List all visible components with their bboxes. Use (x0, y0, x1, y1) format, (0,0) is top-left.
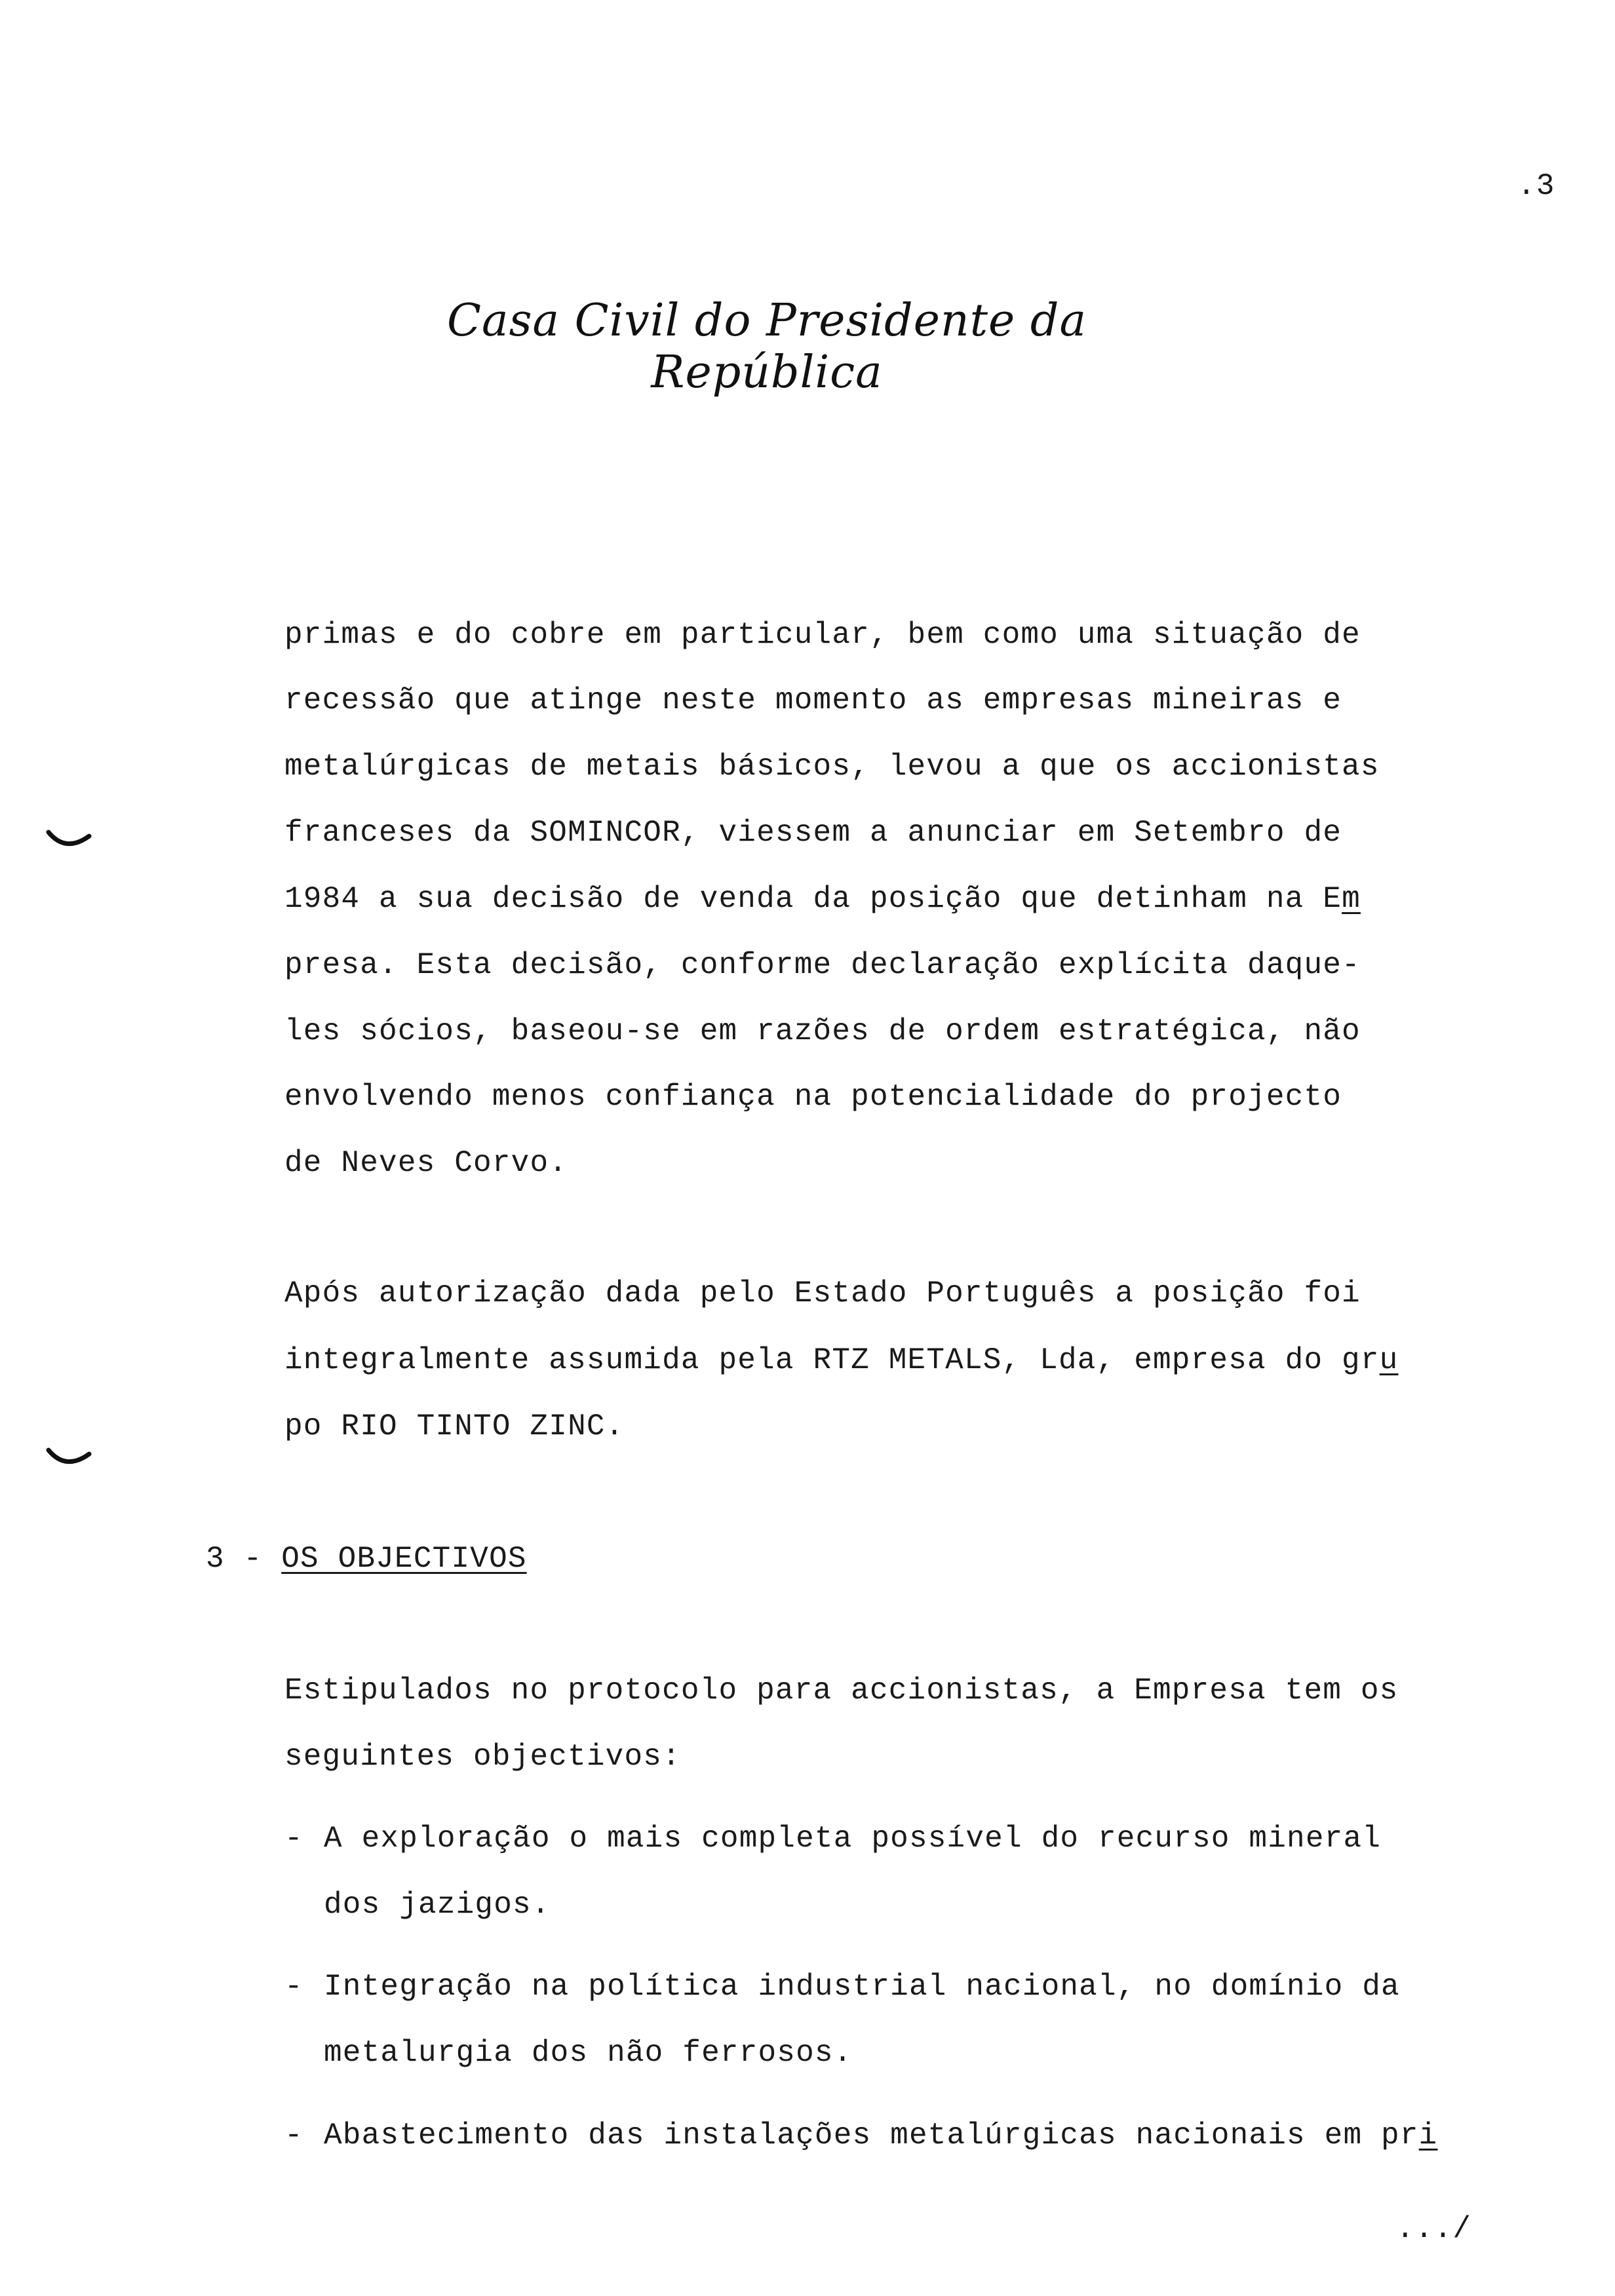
paragraph-line: metalurgia dos não ferrosos. (324, 2036, 853, 2070)
paragraph-line: Abastecimento das instalações metalúrgicas nacionais em pri (324, 2118, 1438, 2152)
page-number: .3 (1517, 169, 1555, 203)
paragraph-line: seguintes objectivos: (284, 1740, 681, 1774)
paragraph-line: Integração na política industrial nacional, no domínio da (324, 1970, 1400, 2004)
paragraph-line: primas e do cobre em particular, bem como uma situação de (284, 618, 1361, 652)
paragraph-line: franceses da SOMINCOR, viessem a anunciar em Setembro de (284, 816, 1342, 850)
paragraph-line: integralmente assumida pela RTZ METALS, Lda, empresa do gru (284, 1343, 1399, 1377)
bullet-dash: - (284, 1970, 303, 2004)
margin-mark-icon (46, 1445, 92, 1471)
paragraph-line: po RIO TINTO ZINC. (284, 1409, 625, 1444)
paragraph-line: envolvendo menos confiança na potencialidade do projecto (284, 1080, 1342, 1114)
letterhead: Casa Civil do Presidente da República (447, 295, 1087, 398)
paragraph-line: 1984 a sua decisão de venda da posição que detinham na Em (284, 882, 1361, 916)
paragraph-line: A exploração o mais completa possível do recurso mineral (324, 1822, 1382, 1856)
continuation-mark: .../ (1396, 2212, 1472, 2246)
section-heading (206, 1544, 527, 1574)
paragraph-line: presa. Esta decisão, conforme declaração explícita daque- (284, 948, 1361, 982)
bullet-dash: - (284, 1822, 303, 1856)
paragraph-line: Estipulados no protocolo para accionistas, a Empresa tem os (284, 1674, 1399, 1708)
paragraph-line: les sócios, baseou-se em razões de ordem estratégica, não (284, 1014, 1361, 1048)
paragraph-line: recessão que atinge neste momento as empresas mineiras e (284, 683, 1342, 718)
paragraph-line: metalúrgicas de metais básicos, levou a que os accionistas (284, 750, 1380, 784)
paragraph-line: de Neves Corvo. (284, 1146, 568, 1180)
paragraph-line: dos jazigos. (324, 1888, 551, 1922)
margin-mark-icon (46, 827, 92, 853)
paragraph-line: Após autorização dada pelo Estado Português a posição foi (284, 1276, 1361, 1311)
section-number: 3 - (206, 1542, 263, 1576)
section-title: OS OBJECTIVOS (281, 1542, 527, 1576)
bullet-dash: - (284, 2118, 303, 2152)
